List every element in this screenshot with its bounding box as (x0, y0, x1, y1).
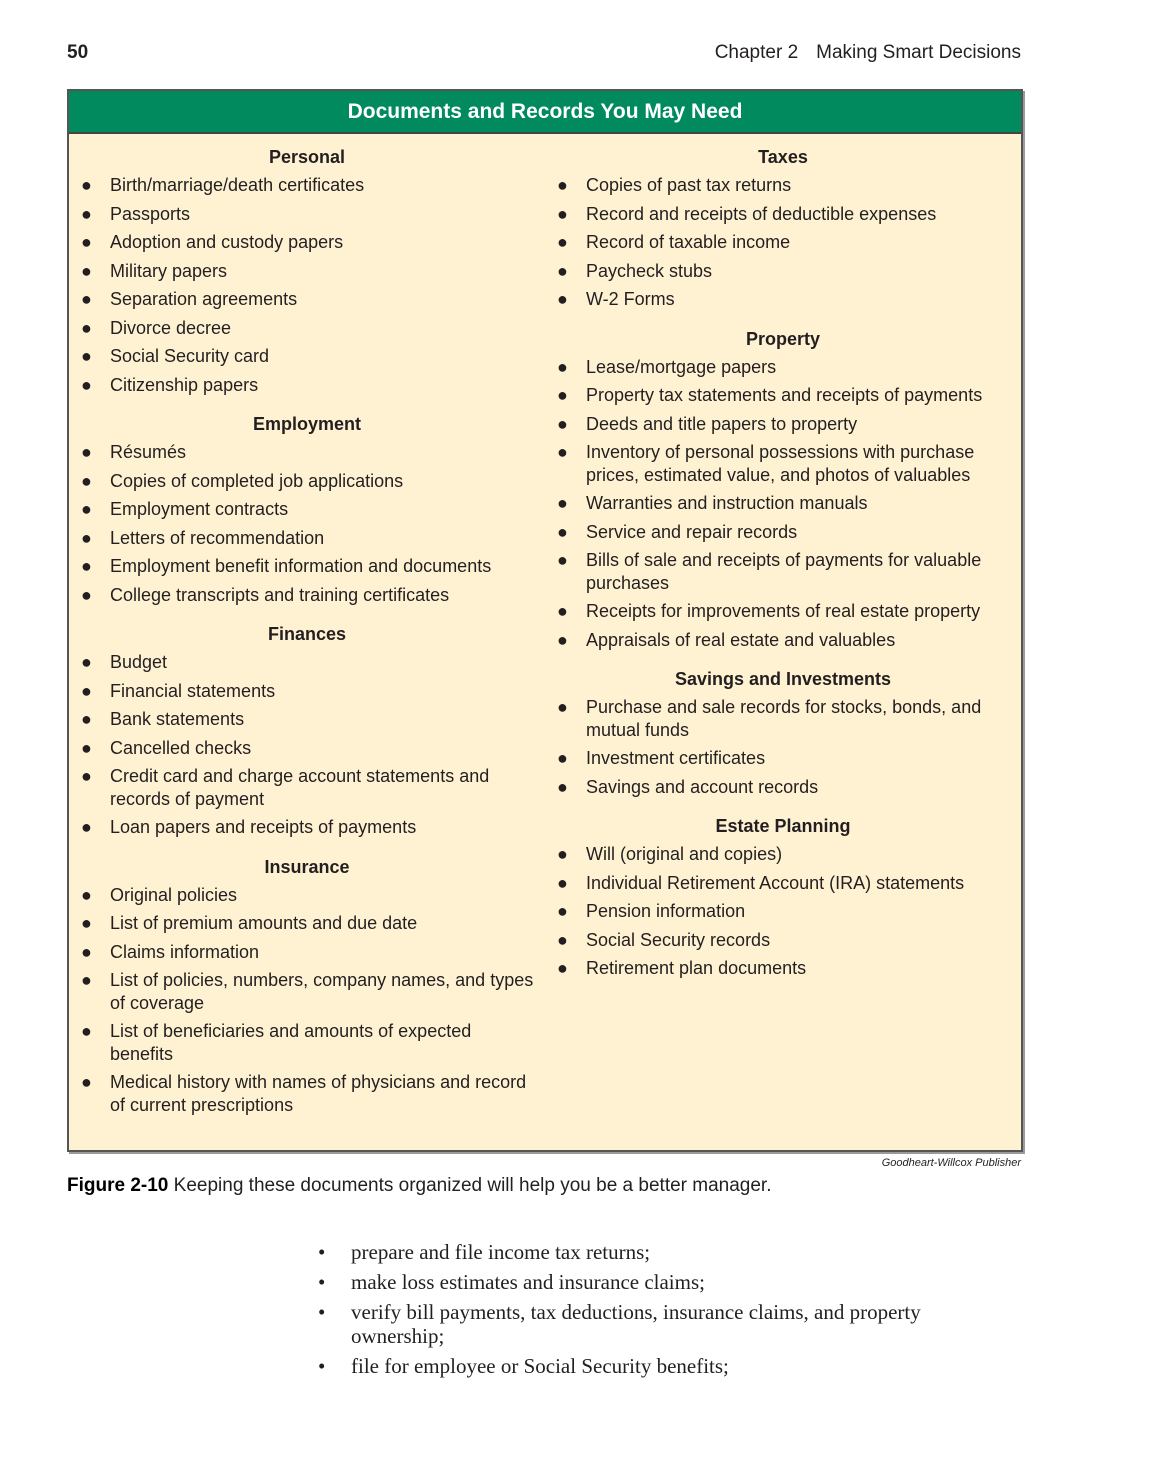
list-item-text: Birth/marriage/death certificates (110, 175, 365, 195)
list-item-text: Appraisals of real estate and valuables (586, 629, 896, 650)
list-item (77, 498, 537, 521)
bullet-icon: ● (557, 413, 568, 434)
list-item-text: List of policies, numbers, company names, and types of coverage (110, 970, 534, 1013)
bullet-icon: ● (81, 1072, 92, 1092)
list-item (553, 174, 1013, 197)
list-item (553, 288, 1013, 311)
list-item-text: Original policies (110, 884, 238, 905)
bullet-icon: ● (81, 652, 92, 672)
bullet-icon: ● (81, 884, 92, 905)
bullet-icon: ● (81, 709, 92, 729)
bullet-icon: • (318, 1270, 326, 1294)
list-item (77, 231, 537, 254)
bullet-icon: ● (557, 958, 568, 978)
body-list-item (318, 1300, 998, 1348)
bullet-icon: ● (81, 527, 92, 548)
section-title: Estate Planning (715, 816, 851, 836)
list-item-text: Copies of completed job applications (110, 470, 404, 491)
list-item (77, 203, 537, 226)
bullet-icon: ● (557, 493, 568, 513)
list-item (553, 900, 1013, 923)
section-title: Savings and Investments (674, 669, 892, 689)
section-list (77, 884, 537, 1117)
section-title: Taxes (758, 147, 808, 167)
list-item-text: Purchase and sale records for stocks, bonds, and mutual funds (586, 697, 982, 740)
body-list-item (318, 1354, 998, 1378)
bullet-icon: ● (557, 203, 568, 224)
section-title: Insurance (264, 856, 350, 877)
bullet-icon: ● (81, 317, 92, 338)
list-item-text: Passports (110, 203, 191, 224)
bullet-icon: ● (81, 556, 92, 576)
section-title: Property (745, 328, 821, 349)
list-item (77, 765, 537, 810)
list-item-text: Individual Retirement Account (IRA) statements (586, 872, 965, 893)
list-item (77, 969, 537, 1014)
list-item (553, 747, 1013, 770)
list-item (77, 174, 537, 197)
list-item-text: Budget (110, 652, 168, 672)
body-list-item-text: prepare and file income tax returns; (351, 1240, 651, 1264)
bullet-icon: ● (557, 260, 568, 281)
list-item (77, 527, 537, 550)
bullet-icon: ● (557, 232, 568, 252)
list-item (553, 260, 1013, 283)
list-item-text: Inventory of personal possessions with purchase prices, estimated value, and photos of valuables (586, 442, 975, 485)
running-head (715, 42, 1021, 64)
list-item (77, 1071, 537, 1116)
list-item (77, 651, 537, 674)
page-number: 50 (67, 42, 89, 63)
section-insurance (77, 856, 537, 1117)
list-item-text: Loan papers and receipts of payments (110, 817, 417, 837)
section-savings-and-investments (553, 668, 1013, 798)
list-item-text: W-2 Forms (586, 289, 675, 309)
list-item (553, 629, 1013, 652)
list-item (77, 912, 537, 935)
list-item (553, 356, 1013, 379)
list-item-text: Employment benefit information and documents (110, 556, 492, 576)
bullet-icon: ● (81, 817, 92, 837)
bullet-icon: ● (557, 175, 568, 195)
figure-credit: Goodheart-Willcox Publisher (881, 1157, 1021, 1169)
list-item (553, 696, 1013, 741)
section-list (553, 174, 1013, 311)
list-item-text: Retirement plan documents (586, 958, 807, 978)
bullet-icon: • (318, 1354, 326, 1378)
bullet-icon: ● (81, 470, 92, 491)
bullet-icon: ● (81, 346, 92, 366)
bullet-icon: ● (557, 844, 568, 864)
bullet-icon: ● (81, 175, 92, 195)
body-list-item (318, 1270, 998, 1294)
list-item-text: Record and receipts of deductible expenses (586, 203, 937, 224)
bullet-icon: ● (81, 584, 92, 605)
list-item (77, 680, 537, 703)
list-item-text: College transcripts and training certificates (110, 584, 450, 605)
body-list-item-text: file for employee or Social Security benefits; (351, 1354, 729, 1378)
bullet-icon: ● (81, 1021, 92, 1041)
list-item-text: Deeds and title papers to property (586, 413, 858, 434)
bullet-icon: ● (81, 941, 92, 962)
list-item (77, 441, 537, 464)
bullet-icon: ● (81, 913, 92, 933)
figure-header: Documents and Records You May Need (69, 91, 1021, 134)
list-item (553, 441, 1013, 486)
section-title: Finances (267, 624, 347, 644)
list-item (77, 288, 537, 311)
list-item (77, 816, 537, 839)
body-list-item (318, 1240, 998, 1264)
list-item-text: Social Security card (110, 346, 270, 366)
list-item (553, 384, 1013, 407)
list-item-text: List of premium amounts and due date (110, 913, 418, 933)
list-item (77, 708, 537, 731)
list-item (553, 600, 1013, 623)
body-bullet-list (318, 1240, 998, 1384)
bullet-icon: ● (81, 260, 92, 281)
list-item-text: Bills of sale and receipts of payments for valuable purchases (586, 550, 982, 593)
list-item-text: Bank statements (110, 709, 245, 729)
body-list-item-text: make loss estimates and insurance claims; (351, 1270, 705, 1294)
bullet-icon: ● (81, 232, 92, 252)
list-item-text: Military papers (110, 260, 228, 281)
body-list-item-text: verify bill payments, tax deductions, insurance claims, and property ownership; (351, 1300, 921, 1348)
list-item-text: Receipts for improvements of real estate property (586, 601, 981, 621)
section-personal (77, 146, 537, 396)
section-employment (77, 413, 537, 606)
bullet-icon: ● (81, 289, 92, 309)
list-item (77, 941, 537, 964)
bullet-icon: ● (557, 385, 568, 405)
list-item (77, 317, 537, 340)
section-list (553, 356, 1013, 652)
bullet-icon: ● (557, 442, 568, 462)
figure-box (67, 89, 1023, 1152)
bullet-icon: ● (81, 442, 92, 462)
list-item (77, 470, 537, 493)
section-finances (77, 623, 537, 839)
section-list (77, 441, 537, 606)
list-item (553, 413, 1013, 436)
bullet-icon: ● (557, 872, 568, 893)
bullet-icon: ● (81, 737, 92, 758)
list-item-text: Record of taxable income (586, 232, 791, 252)
list-item (77, 584, 537, 607)
list-item-text: Lease/mortgage papers (586, 356, 777, 377)
bullet-icon: ● (557, 901, 568, 921)
list-item-text: Financial statements (110, 680, 276, 701)
list-item-text: Credit card and charge account statements and records of payment (110, 766, 490, 809)
list-item-text: Separation agreements (110, 289, 298, 309)
figure-label: Figure 2-10 (67, 1175, 169, 1196)
bullet-icon: ● (557, 929, 568, 950)
section-list (553, 843, 1013, 980)
list-item-text: Medical history with names of physicians and record of current prescriptions (110, 1072, 527, 1115)
list-item-text: Paycheck stubs (586, 260, 713, 281)
bullet-icon: ● (557, 550, 568, 570)
list-item (77, 555, 537, 578)
right-column (553, 146, 1013, 997)
list-item-text: Citizenship papers (110, 374, 259, 395)
list-item-text: Cancelled checks (110, 737, 252, 758)
left-column (77, 146, 537, 1133)
list-item-text: Savings and account records (586, 776, 819, 797)
list-item-text: Will (original and copies) (586, 844, 783, 864)
caption-text: Keeping these documents organized will help you be a better manager. (168, 1175, 772, 1196)
bullet-icon: ● (557, 629, 568, 650)
bullet-icon: ● (557, 601, 568, 621)
list-item (77, 345, 537, 368)
bullet-icon: ● (557, 697, 568, 717)
list-item-text: Adoption and custody papers (110, 232, 344, 252)
list-item-text: Pension information (586, 901, 746, 921)
section-list (553, 696, 1013, 798)
section-list (77, 174, 537, 396)
bullet-icon: ● (557, 356, 568, 377)
list-item (553, 776, 1013, 799)
list-item (553, 492, 1013, 515)
section-property (553, 328, 1013, 652)
bullet-icon: • (318, 1240, 326, 1264)
figure-caption (67, 1175, 772, 1197)
bullet-icon: ● (81, 374, 92, 395)
bullet-icon: ● (557, 776, 568, 797)
list-item-text: Résumés (110, 442, 187, 462)
bullet-icon: ● (81, 766, 92, 786)
section-taxes (553, 146, 1013, 311)
list-item-text: Property tax statements and receipts of payments (586, 385, 983, 405)
list-item (77, 884, 537, 907)
list-item-text: Claims information (110, 941, 260, 962)
list-item-text: Investment certificates (586, 748, 766, 768)
section-title: Employment (252, 414, 362, 434)
list-item-text: List of beneficiaries and amounts of expected benefits (110, 1021, 472, 1064)
list-item (553, 521, 1013, 544)
list-item (553, 957, 1013, 980)
chapter-label: Chapter 2 (714, 42, 799, 63)
bullet-icon: ● (81, 680, 92, 701)
list-item (553, 843, 1013, 866)
list-item-text: Warranties and instruction manuals (586, 493, 868, 513)
list-item (553, 872, 1013, 895)
list-item-text: Employment contracts (110, 499, 289, 519)
list-item-text: Letters of recommendation (110, 527, 325, 548)
list-item (77, 260, 537, 283)
list-item-text: Social Security records (586, 929, 771, 950)
bullet-icon: ● (557, 748, 568, 768)
list-item (553, 929, 1013, 952)
bullet-icon: ● (81, 970, 92, 990)
list-item (77, 1020, 537, 1065)
list-item-text: Service and repair records (586, 521, 798, 542)
bullet-icon: ● (557, 289, 568, 309)
list-item-text: Divorce decree (110, 317, 232, 338)
section-title: Personal (268, 147, 346, 167)
list-item (77, 737, 537, 760)
bullet-icon: ● (557, 521, 568, 542)
list-item (77, 374, 537, 397)
bullet-icon: ● (81, 203, 92, 224)
section-estate-planning (553, 815, 1013, 980)
section-list (77, 651, 537, 839)
list-item (553, 203, 1013, 226)
list-item-text: Copies of past tax returns (586, 175, 792, 195)
bullet-icon: ● (81, 499, 92, 519)
bullet-icon: • (318, 1300, 326, 1324)
chapter-title: Making Smart Decisions (816, 42, 1021, 63)
list-item (553, 549, 1013, 594)
list-item (553, 231, 1013, 254)
